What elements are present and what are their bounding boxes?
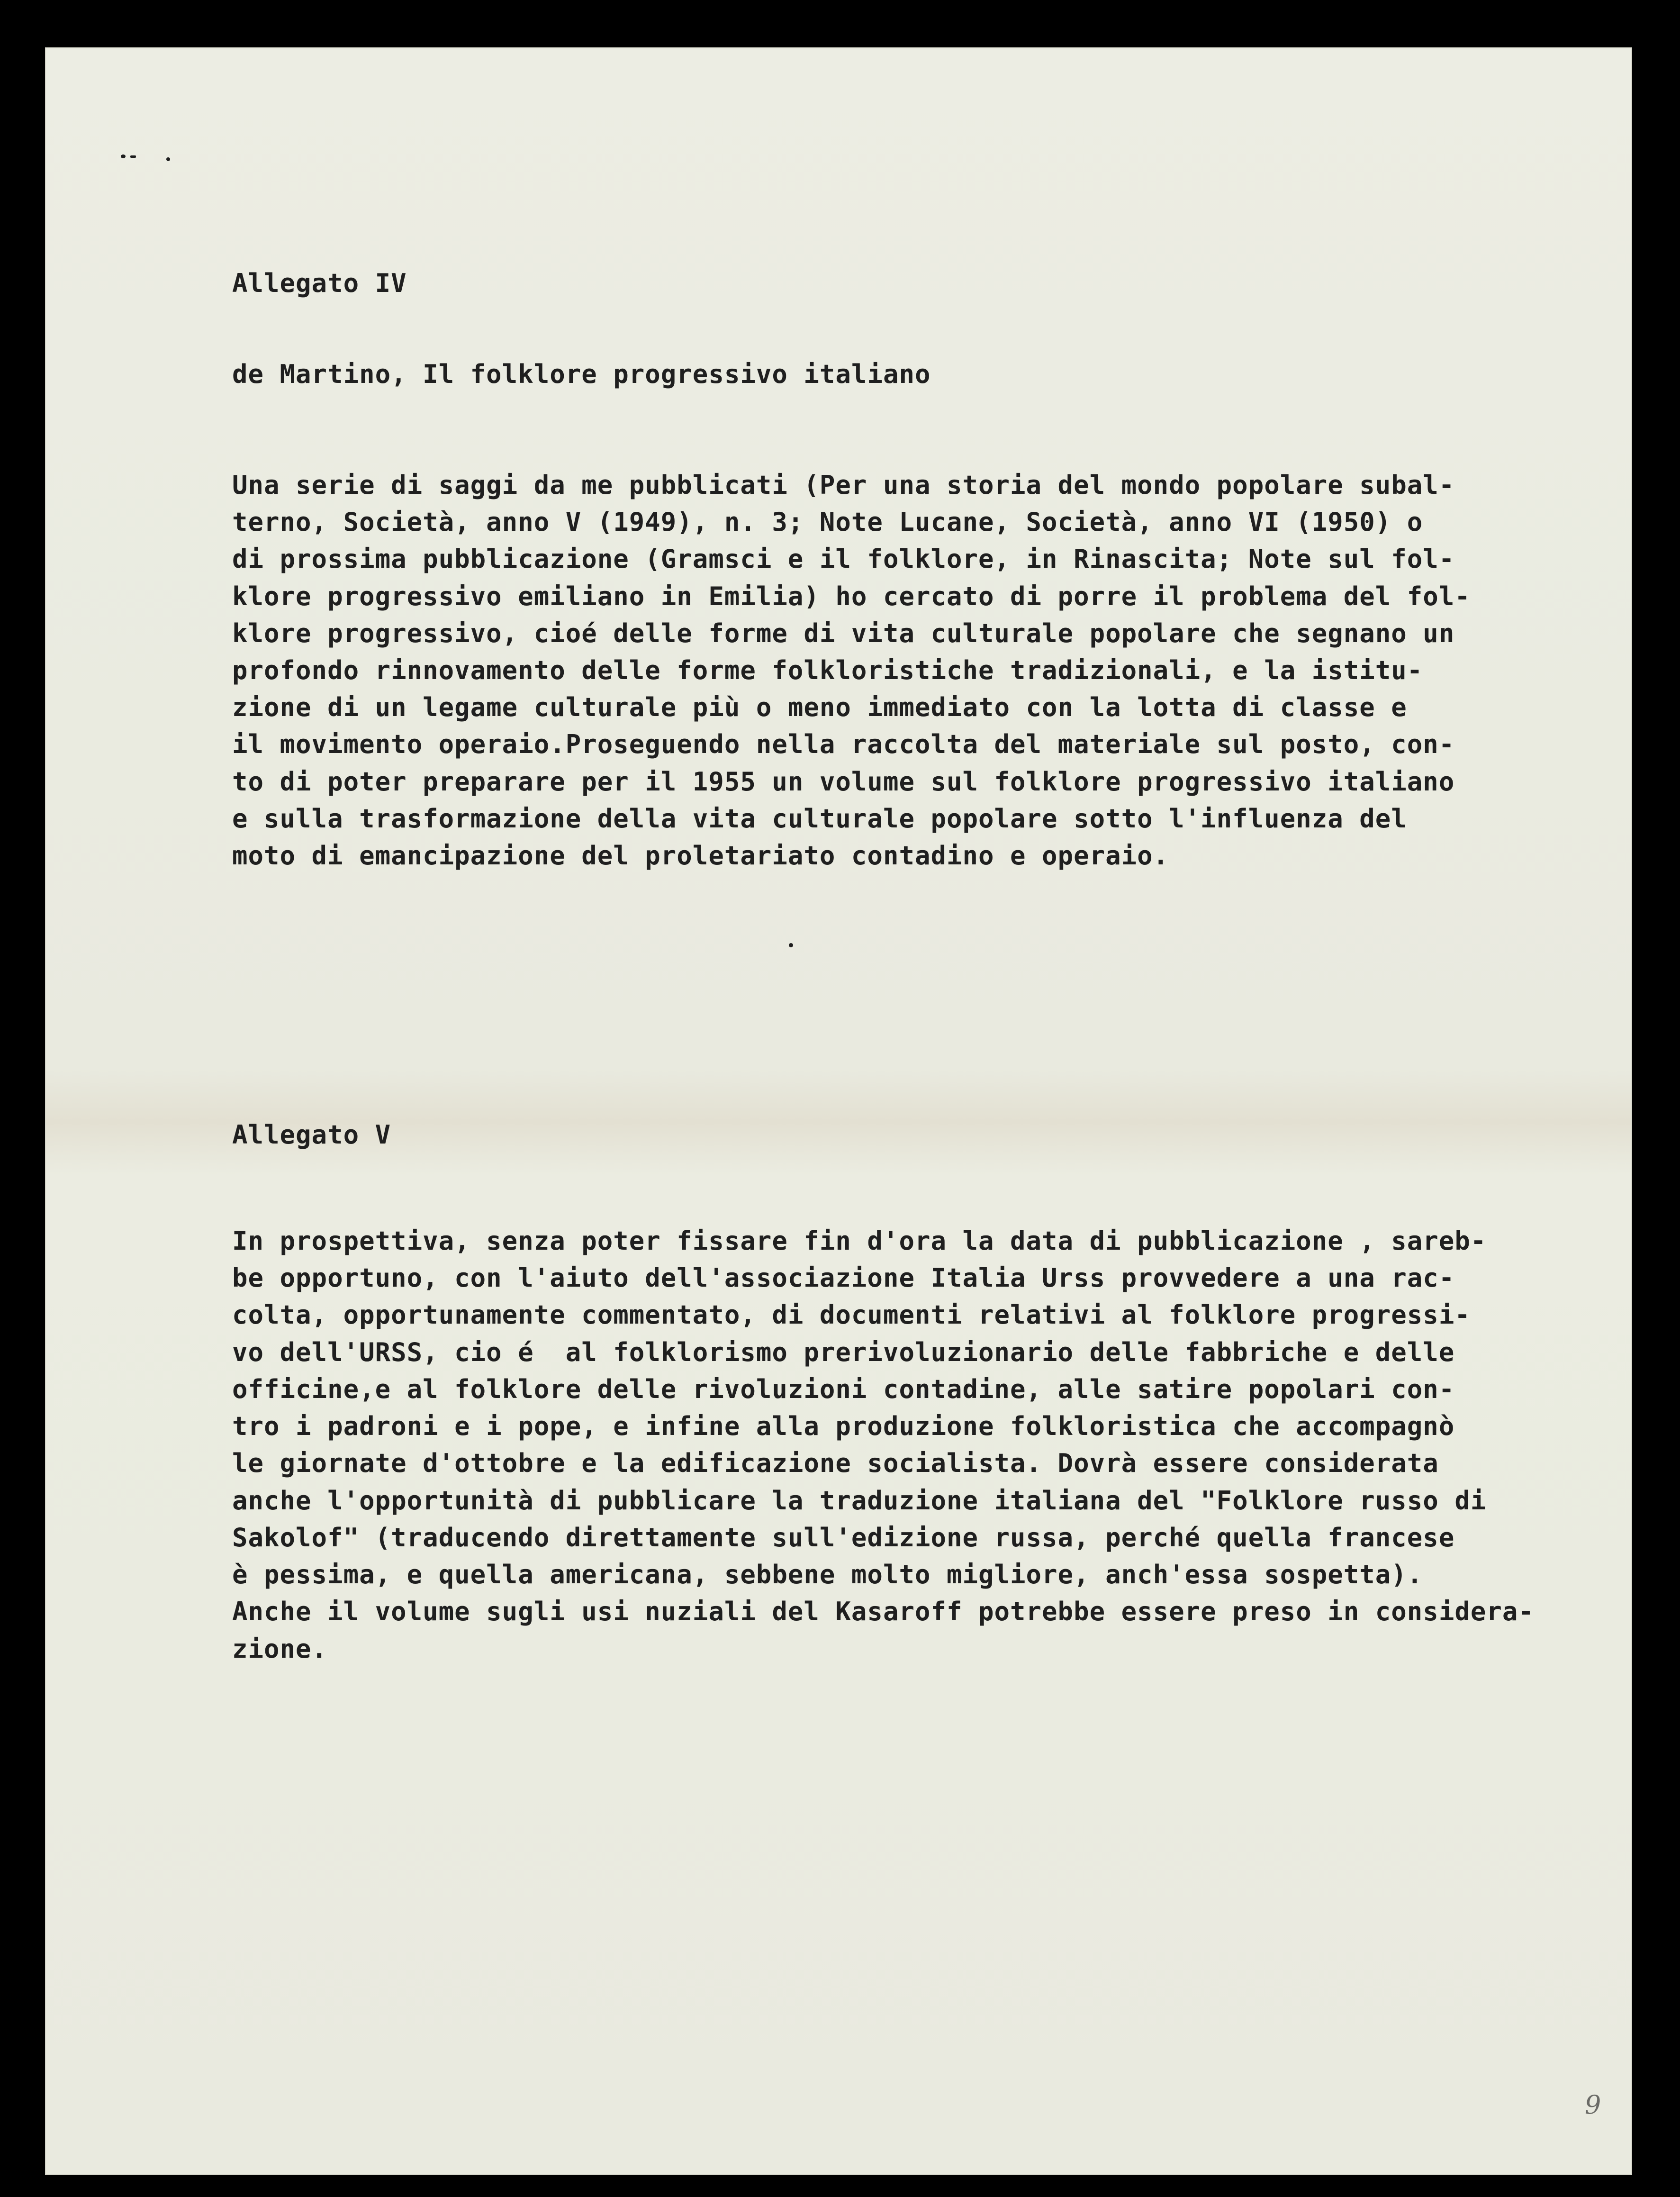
ink-speck — [166, 157, 170, 161]
allegato-iv-title: de Martino, Il folklore progressivo italiano — [232, 359, 931, 389]
allegato-v-heading: Allegato V — [232, 1120, 391, 1150]
body-line: profondo rinnovamento delle forme folkloristiche tradizionali, e la istitu- — [232, 655, 1423, 685]
body-line: il movimento operaio.Proseguendo nella raccolta del materiale sul posto, con- — [232, 729, 1455, 759]
body-line: tro i padroni e i pope, e infine alla produzione folkloristica che accompagnò — [232, 1411, 1455, 1441]
ink-speck — [130, 155, 136, 158]
body-line: moto di emancipazione del proletariato contadino e operaio. — [232, 841, 1169, 871]
body-line: officine,e al folklore delle rivoluzioni contadine, alle satire popolari con- — [232, 1374, 1455, 1404]
body-line: è pessima, e quella americana, sebbene molto migliore, anch'essa sospetta). — [232, 1560, 1423, 1589]
body-line: be opportuno, con l'aiuto dell'associazione Italia Urss provvedere a una rac- — [232, 1263, 1455, 1293]
body-line: klore progressivo, cioé delle forme di vita culturale popolare che segnano un — [232, 618, 1455, 648]
page-number: 9 — [1585, 2090, 1601, 2120]
body-line: zione. — [232, 1634, 328, 1664]
body-line: zione di un legame culturale più o meno immediato con la lotta di classe e — [232, 692, 1407, 722]
body-line: to di poter preparare per il 1955 un volume sul folklore progressivo italiano — [232, 767, 1455, 797]
body-line: anche l'opportunità di pubblicare la traduzione italiana del "Folklore russo di — [232, 1486, 1487, 1516]
body-line: le giornate d'ottobre e la edificazione socialista. Dovrà essere considerata — [232, 1448, 1439, 1478]
body-line: Sakolof" (traducendo direttamente sull'edizione russa, perché quella francese — [232, 1523, 1455, 1552]
body-line: e sulla trasformazione della vita culturale popolare sotto l'influenza del — [232, 804, 1407, 834]
ink-speck — [789, 943, 793, 947]
body-line: vo dell'URSS, cio é al folklorismo prerivoluzionario delle fabbriche e delle — [232, 1337, 1455, 1367]
body-line: terno, Società, anno V (1949), n. 3; Note Lucane, Società, anno VI (1950) o — [232, 507, 1423, 537]
allegato-iv-heading: Allegato IV — [232, 268, 407, 298]
body-line: Anche il volume sugli usi nuziali del Kasaroff potrebbe essere preso in considera- — [232, 1597, 1534, 1626]
typewritten-page — [45, 47, 1632, 2175]
body-line: di prossima pubblicazione (Gramsci e il folklore, in Rinascita; Note sul fol- — [232, 544, 1455, 574]
ink-speck — [121, 154, 126, 158]
body-line: In prospettiva, senza poter fissare fin d'ora la data di pubblicazione , sareb- — [232, 1226, 1487, 1256]
body-line: colta, opportunamente commentato, di documenti relativi al folklore progressi- — [232, 1300, 1471, 1330]
body-line: klore progressivo emiliano in Emilia) ho cercato di porre il problema del fol- — [232, 581, 1471, 611]
body-line: Una serie di saggi da me pubblicati (Per una storia del mondo popolare subal- — [232, 470, 1455, 500]
